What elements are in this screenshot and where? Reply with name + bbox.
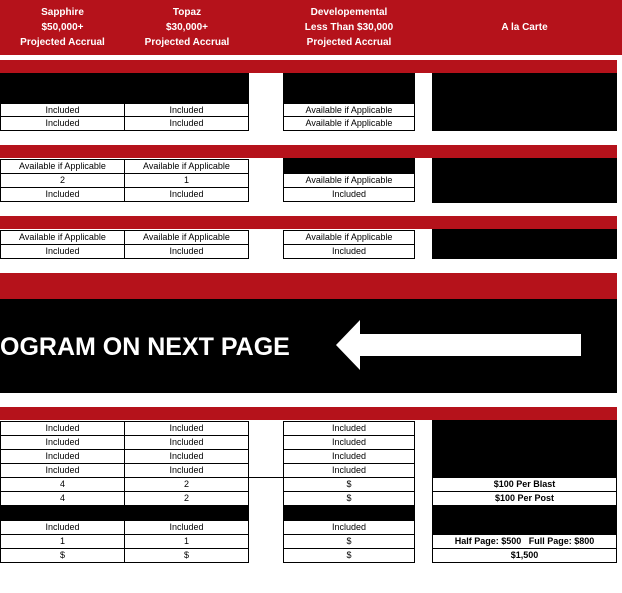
- banner-red-bar: [0, 273, 617, 299]
- s4-r3-c1: Included: [0, 449, 125, 464]
- s5-r2-c2: 1: [124, 534, 249, 549]
- s4-r5-c2: 2: [124, 477, 249, 492]
- s4-r2-c3: Included: [283, 435, 415, 450]
- s2-r2-c2: 1: [124, 173, 249, 188]
- section3-black-right: [432, 229, 617, 259]
- header-developmental-title: Developemental: [310, 7, 388, 18]
- banner-text: OGRAM ON NEXT PAGE: [0, 333, 290, 361]
- header-topaz-label: Projected Accrual: [144, 37, 230, 48]
- section1-black-right: [432, 73, 617, 131]
- s5-r2-c3: $: [283, 534, 415, 549]
- s4-r3-c3: Included: [283, 449, 415, 464]
- s4-r4-c1: Included: [0, 463, 125, 478]
- s5-r3-c1: $: [0, 548, 125, 563]
- s2-r3-c1: Included: [0, 187, 125, 202]
- s4-r6-c1: 4: [0, 491, 125, 506]
- s5-r3-c4: $1,500: [432, 548, 617, 563]
- header-sapphire-title: Sapphire: [41, 7, 84, 18]
- header-a-la-carte: A la Carte: [501, 22, 548, 33]
- s4-r5-c1: 4: [0, 477, 125, 492]
- s5-r3-c3: $: [283, 548, 415, 563]
- s2-r2-c3: Available if Applicable: [283, 173, 415, 188]
- s3-r1-c2: Available if Applicable: [124, 230, 249, 245]
- s5-r1-c3: Included: [283, 520, 415, 535]
- section1-black-left: [0, 73, 249, 103]
- s1-r2-c2: Included: [124, 116, 249, 131]
- section1-black-mid: [283, 73, 415, 103]
- s5-r1-c1: Included: [0, 520, 125, 535]
- s4-r4-c2: Included: [124, 463, 249, 478]
- s3-r2-c2: Included: [124, 244, 249, 259]
- s5-r3-c2: $: [124, 548, 249, 563]
- s3-r2-c3: Included: [283, 244, 415, 259]
- header-developmental-label: Projected Accrual: [306, 37, 392, 48]
- s4-r1-c1: Included: [0, 421, 125, 436]
- s4-r6-c4: $100 Per Post: [432, 491, 617, 506]
- s4-r6-c3: $: [283, 491, 415, 506]
- header-topaz: [125, 5, 249, 50]
- header-sapphire-amount: $50,000+: [41, 22, 84, 33]
- s5-r2-c1: 1: [0, 534, 125, 549]
- section2-red-bar: [0, 145, 617, 158]
- s2-r3-c3: Included: [283, 187, 415, 202]
- s1-r1-c3: Available if Applicable: [283, 103, 415, 117]
- section2-black-right: [432, 158, 617, 203]
- header-sapphire: [0, 5, 125, 50]
- s4-r4-c3: Included: [283, 463, 415, 478]
- s2-r1-c2: Available if Applicable: [124, 159, 249, 174]
- s3-r1-c3: Available if Applicable: [283, 230, 415, 245]
- s3-r2-c1: Included: [0, 244, 125, 259]
- header-sapphire-label: Projected Accrual: [20, 37, 105, 48]
- s2-r2-c1: 2: [0, 173, 125, 188]
- header-developmental: [283, 5, 415, 50]
- section5-black-mid: [283, 505, 415, 521]
- s1-r2-c1: Included: [0, 116, 125, 131]
- header-topaz-amount: $30,000+: [166, 22, 208, 33]
- row-connector-line: [249, 477, 283, 478]
- s4-r1-c3: Included: [283, 421, 415, 436]
- s5-r2-c4: Half Page: $500 Full Page: $800: [432, 534, 617, 549]
- s1-r1-c1: Included: [0, 103, 125, 117]
- section2-black-mid: [283, 158, 415, 173]
- section1-red-bar: [0, 60, 617, 73]
- s2-r1-c1: Available if Applicable: [0, 159, 125, 174]
- header-developmental-amount: Less Than $30,000: [304, 22, 394, 33]
- section3-red-bar: [0, 216, 617, 229]
- s1-r1-c2: Included: [124, 103, 249, 117]
- s1-r2-c3: Available if Applicable: [283, 116, 415, 131]
- section5-black-left: [0, 505, 249, 521]
- s4-r5-c3: $: [283, 477, 415, 492]
- s4-r5-c4: $100 Per Blast: [432, 477, 617, 492]
- s4-r1-c2: Included: [124, 421, 249, 436]
- s4-r3-c2: Included: [124, 449, 249, 464]
- s4-r2-c2: Included: [124, 435, 249, 450]
- arrow-left-icon: [336, 320, 586, 370]
- s2-r3-c2: Included: [124, 187, 249, 202]
- section4-red-bar: [0, 407, 617, 420]
- section4-black-right: [432, 420, 617, 478]
- s4-r2-c1: Included: [0, 435, 125, 450]
- s3-r1-c1: Available if Applicable: [0, 230, 125, 245]
- header-topaz-title: Topaz: [172, 7, 202, 18]
- s5-r1-c2: Included: [124, 520, 249, 535]
- s4-r6-c2: 2: [124, 491, 249, 506]
- section5-black-right: [432, 505, 617, 535]
